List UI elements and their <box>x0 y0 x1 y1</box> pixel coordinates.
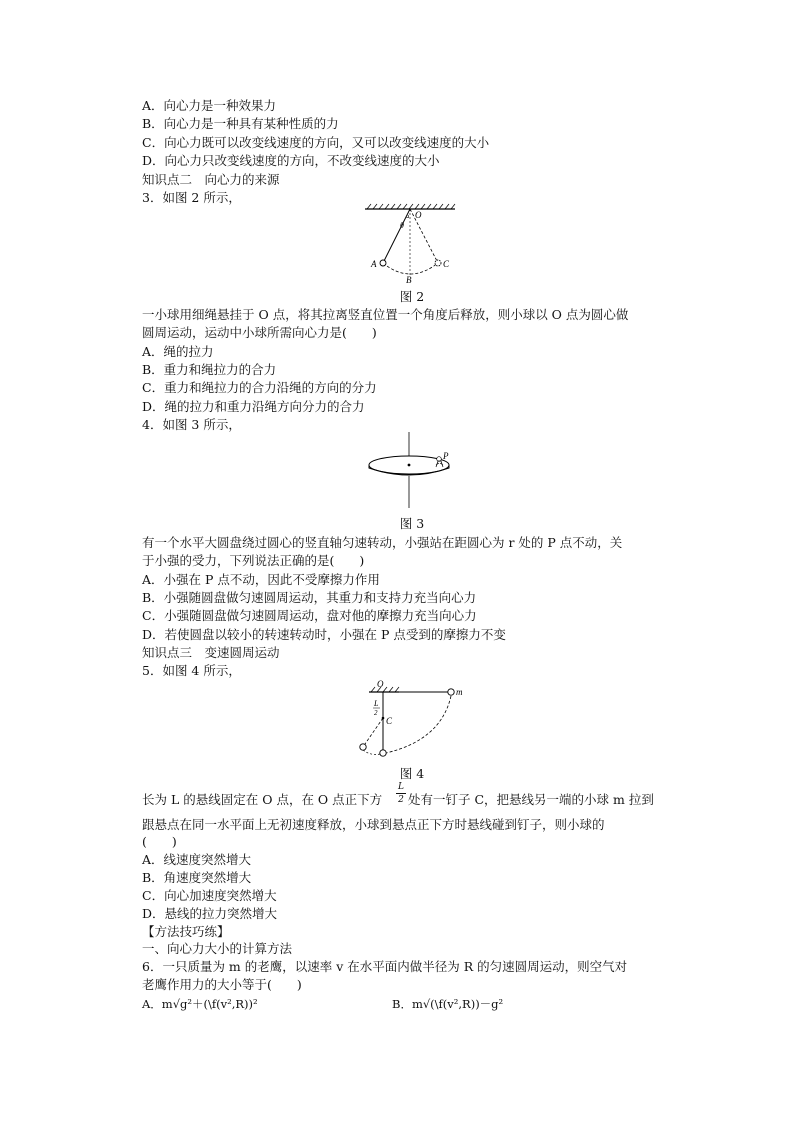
section-heading-3: 知识点三 变速圆周运动 <box>142 645 280 660</box>
figure-4-caption: 图 4 <box>399 766 425 781</box>
figure-2-caption: 图 2 <box>399 289 425 304</box>
method-subheading: 一、向心力大小的计算方法 <box>142 941 293 956</box>
figure-3-disc <box>360 432 460 510</box>
q5-frac-denominator: 2 <box>398 795 404 805</box>
q5-option-a: A．线速度突然增大 <box>142 852 252 867</box>
q3-intro: 3．如图 2 所示， <box>142 190 241 205</box>
q5-frac-bar <box>396 793 406 794</box>
q2-option-b: B．向心力是一种具有某种性质的力 <box>142 116 339 131</box>
q3-stem-line2: 圆周运动，运动中小球所需向心力是( ) <box>142 325 377 340</box>
q4-option-c: C．小强随圆盘做匀速圆周运动，盘对他的摩擦力充当向心力 <box>142 608 477 623</box>
q4-stem-line1: 有一个水平大圆盘绕过圆心的竖直轴匀速转动，小强站在距圆心为 r 处的 P 点不动，关 <box>142 535 623 550</box>
q5-option-d: D．悬线的拉力突然增大 <box>142 906 278 921</box>
q6-stem-line1: 6．一只质量为 m 的老鹰，以速率 v 在水平面内做半径为 R 的匀速圆周运动，则空气对 <box>142 959 628 974</box>
q5-stem-line1-a: 长为 L 的悬线固定在 O 点，在 O 点正下方 <box>142 792 383 807</box>
q2-option-a: A．向心力是一种效果力 <box>142 98 277 113</box>
q2-option-c: C．向心力既可以改变线速度的方向，又可以改变线速度的大小 <box>142 135 490 150</box>
section-heading-2: 知识点二 向心力的来源 <box>142 172 280 187</box>
fig3-label-p: P <box>443 451 449 461</box>
fig4-label-m: m <box>456 687 463 697</box>
figure-2-pendulum <box>355 203 465 283</box>
q5-intro: 5．如图 4 所示， <box>142 663 241 678</box>
fig2-label-c: C <box>443 259 450 269</box>
q3-option-c: C．重力和绳拉力的合力沿绳的方向的分力 <box>142 380 377 395</box>
q5-frac-numerator: L <box>398 782 404 792</box>
figure-4-pendulum-nail <box>355 678 465 762</box>
q5-option-b: B．角速度突然增大 <box>142 870 252 885</box>
q5-option-c: C．向心加速度突然增大 <box>142 888 277 903</box>
q6-stem-line2: 老鹰作用力的大小等于( ) <box>142 977 302 992</box>
q5-stem-line1-b: 处有一钉子 C，把悬线另一端的小球 m 拉到 <box>408 792 654 807</box>
q6-option-a: A．m√g²＋(\f(v²,R))² <box>142 997 258 1011</box>
q5-stem-line2: 跟悬点在同一水平面上无初速度释放，小球到悬点正下方时悬线碰到钉子，则小球的 <box>142 817 605 832</box>
fig4-label-l: L <box>374 699 379 708</box>
q4-option-b: B．小强随圆盘做匀速圆周运动，其重力和支持力充当向心力 <box>142 590 477 605</box>
fig2-label-o: O <box>415 210 422 220</box>
q6-option-b: B．m√(\f(v²,R))－g² <box>392 997 504 1011</box>
q3-option-a: A．绳的拉力 <box>142 344 214 359</box>
fig4-label-2: 2 <box>374 709 378 717</box>
q4-option-a: A．小强在 P 点不动，因此不受摩擦力作用 <box>142 572 380 587</box>
method-section-header: 【方法技巧练】 <box>142 924 230 939</box>
fig4-label-c: C <box>386 716 393 726</box>
q5-stem-line3: ( ) <box>142 834 177 849</box>
q2-option-d: D．向心力只改变线速度的方向，不改变线速度的大小 <box>142 153 440 168</box>
q3-option-d: D．绳的拉力和重力沿绳方向分力的合力 <box>142 399 365 414</box>
figure-3-caption: 图 3 <box>399 516 425 531</box>
fig2-label-a: A <box>371 259 377 269</box>
q4-option-d: D．若使圆盘以较小的转速转动时，小强在 P 点受到的摩擦力不变 <box>142 627 506 642</box>
fig4-label-o: O <box>377 679 384 689</box>
q3-option-b: B．重力和绳拉力的合力 <box>142 362 277 377</box>
q3-stem-line1: 一小球用细绳悬挂于 O 点，将其拉离竖直位置一个角度后释放，则小球以 O 点为圆心做 <box>142 307 629 322</box>
fig2-label-b: B <box>406 275 412 283</box>
fig2-label-theta: θ <box>400 221 404 230</box>
q4-intro: 4．如图 3 所示， <box>142 417 241 432</box>
q4-stem-line2: 于小强的受力，下列说法正确的是( ) <box>142 553 365 568</box>
